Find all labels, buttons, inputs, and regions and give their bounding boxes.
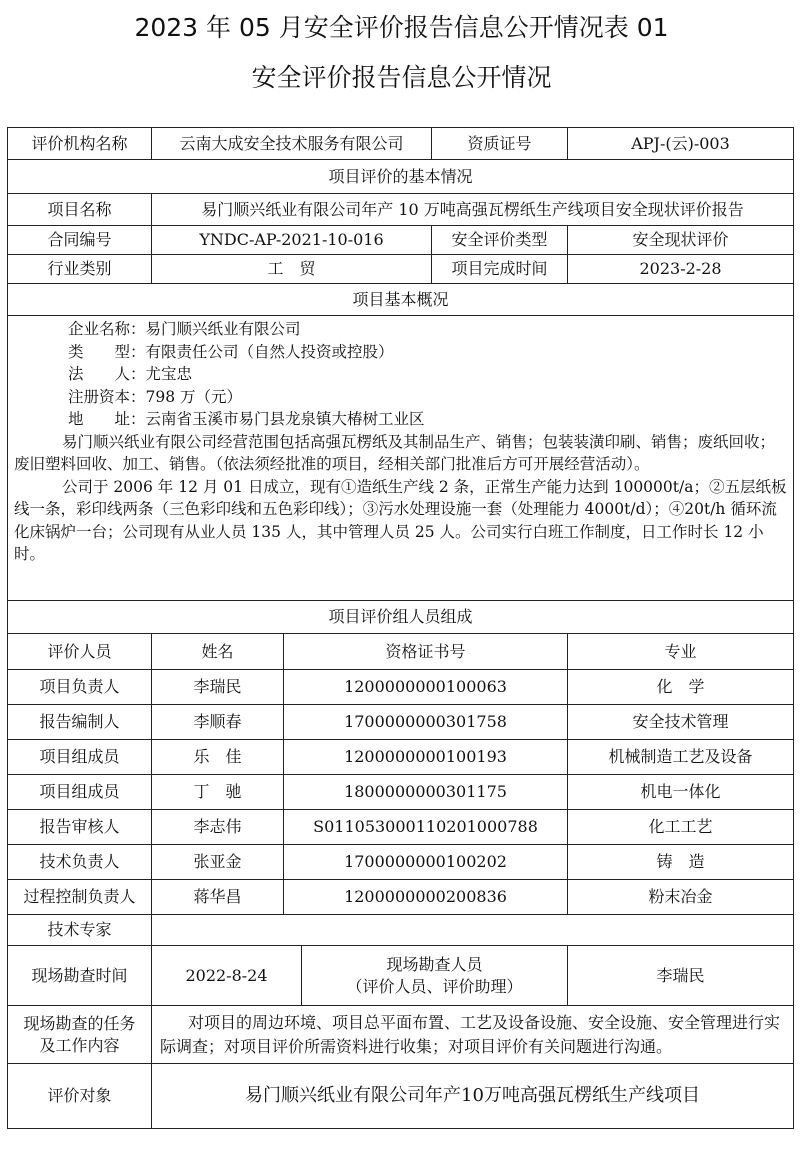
survey-task-text: 对项目的周边环境、项目总平面布置、工艺及设备设施、安全设施、安全管理进行实际调查；对项目评价所需资料进行收集；对项目评价有关问题进行沟通。 — [160, 1012, 781, 1056]
disclosure-table — [7, 127, 794, 1129]
project-name-value: 易门顺兴纸业有限公司年产 10 万吨高强瓦楞纸生产线项目安全现状评价报告 — [152, 194, 794, 226]
survey-staff-label — [302, 946, 568, 1006]
member-role: 报告审核人 — [8, 810, 152, 845]
member-role: 项目组成员 — [8, 740, 152, 775]
member-major: 粉末冶金 — [568, 880, 794, 915]
member-name: 乐 佳 — [152, 740, 284, 775]
survey-task-label — [8, 1006, 152, 1064]
member-cert: 1200000000200836 — [284, 880, 568, 915]
member-cert: 1200000000100193 — [284, 740, 568, 775]
eval-type-value: 安全现状评价 — [568, 226, 794, 255]
target-label: 评价对象 — [8, 1064, 152, 1129]
survey-time-label: 现场勘查时间 — [8, 946, 152, 1006]
overview-para-scope: 易门顺兴纸业有限公司经营范围包括高强瓦楞纸及其制品生产、销售；包装装潢印刷、销售；废纸回收；废旧塑料回收、加工、销售。（依法须经批准的项目，经相关部门批准后方可开展经营活动）。 — [14, 432, 776, 473]
member-cert: 1200000000100063 — [284, 670, 568, 705]
table-row — [8, 670, 794, 705]
eval-type-label: 安全评价类型 — [432, 226, 568, 255]
org-value: 云南大成安全技术服务有限公司 — [152, 128, 432, 160]
survey-task-content — [152, 1006, 794, 1064]
member-role: 报告编制人 — [8, 705, 152, 740]
overview-line-address: 地 址：云南省玉溪市易门县龙泉镇大椿树工业区 — [68, 410, 425, 428]
survey-staff-label-line2: （评价人员、评价助理） — [346, 976, 523, 996]
team-header-cert: 资格证书号 — [284, 634, 568, 670]
member-role: 项目负责人 — [8, 670, 152, 705]
cert-label: 资质证号 — [432, 128, 568, 160]
member-major: 机电一体化 — [568, 775, 794, 810]
team-section-title: 项目评价组人员组成 — [8, 601, 794, 634]
finish-time-label: 项目完成时间 — [432, 255, 568, 284]
member-cert: 1700000000100202 — [284, 845, 568, 880]
member-cert: 1700000000301758 — [284, 705, 568, 740]
project-name-label: 项目名称 — [8, 194, 152, 226]
overview-para-facilities: 公司于 2006 年 12 月 01 日成立，现有①造纸生产线 2 条，正常生产能力达到 100000t/a；②五层纸板线一条，彩印线两条（三色彩印线和五色彩印线）；③污水处理设施一套（处理能力 4000t/d）；④20t/h 循环流化床锅炉一台；公司现有从业人员 135 人，其中管理人员 25 人。公司实行白班工作制度，日工作时长 12 小时。 — [14, 477, 787, 563]
contract-value: YNDC-AP-2021-10-016 — [152, 226, 432, 255]
member-major: 铸 造 — [568, 845, 794, 880]
survey-task-label-line1: 现场勘查的任务 — [23, 1013, 136, 1033]
table-row — [8, 775, 794, 810]
org-row — [8, 128, 794, 160]
member-major: 化 学 — [568, 670, 794, 705]
table-row — [8, 740, 794, 775]
survey-staff-value: 李瑞民 — [568, 946, 794, 1006]
industry-label: 行业类别 — [8, 255, 152, 284]
overview-section-title: 项目基本概况 — [8, 284, 794, 316]
page-subtitle: 安全评价报告信息公开情况 — [251, 63, 552, 92]
finish-time-value: 2023-2-28 — [568, 255, 794, 284]
overview-content — [8, 316, 794, 601]
expert-label: 技术专家 — [8, 915, 152, 946]
member-name: 丁 驰 — [152, 775, 284, 810]
cert-value: APJ-(云)-003 — [568, 128, 794, 160]
member-role: 过程控制负责人 — [8, 880, 152, 915]
member-name: 李志伟 — [152, 810, 284, 845]
member-name: 李瑞民 — [152, 670, 284, 705]
member-role: 技术负责人 — [8, 845, 152, 880]
member-name: 张亚金 — [152, 845, 284, 880]
survey-task-label-line2: 及工作内容 — [39, 1035, 120, 1055]
member-major: 化工工艺 — [568, 810, 794, 845]
team-header-role: 评价人员 — [8, 634, 152, 670]
expert-value — [152, 915, 794, 946]
contract-label: 合同编号 — [8, 226, 152, 255]
member-major: 安全技术管理 — [568, 705, 794, 740]
member-cert: S011053000110201000788 — [284, 810, 568, 845]
org-label: 评价机构名称 — [8, 128, 152, 160]
overview-line-type: 类 型：有限责任公司（自然人投资或控股） — [68, 342, 394, 361]
table-row — [8, 810, 794, 845]
member-major: 机械制造工艺及设备 — [568, 740, 794, 775]
member-name: 蒋华昌 — [152, 880, 284, 915]
member-name: 李顺春 — [152, 705, 284, 740]
basic-section-title: 项目评价的基本情况 — [8, 160, 794, 194]
team-header-major: 专业 — [568, 634, 794, 670]
survey-time-value: 2022-8-24 — [152, 946, 302, 1006]
overview-line-legal: 法 人：尤宝忠 — [68, 365, 193, 383]
table-row — [8, 705, 794, 740]
table-row — [8, 880, 794, 915]
industry-value: 工 贸 — [152, 255, 432, 284]
overview-line-company: 企业名称：易门顺兴纸业有限公司 — [68, 320, 301, 338]
team-header-row — [8, 634, 794, 670]
target-value: 易门顺兴纸业有限公司年产10万吨高强瓦楞纸生产线项目 — [152, 1064, 794, 1129]
team-header-name: 姓名 — [152, 634, 284, 670]
overview-line-capital: 注册资本：798 万（元） — [68, 387, 243, 406]
table-row — [8, 845, 794, 880]
member-cert: 1800000000301175 — [284, 775, 568, 810]
survey-staff-label-line1: 现场勘查人员 — [386, 954, 483, 974]
member-role: 项目组成员 — [8, 775, 152, 810]
page-title: 2023 年 05 月安全评价报告信息公开情况表 01 — [134, 13, 669, 42]
